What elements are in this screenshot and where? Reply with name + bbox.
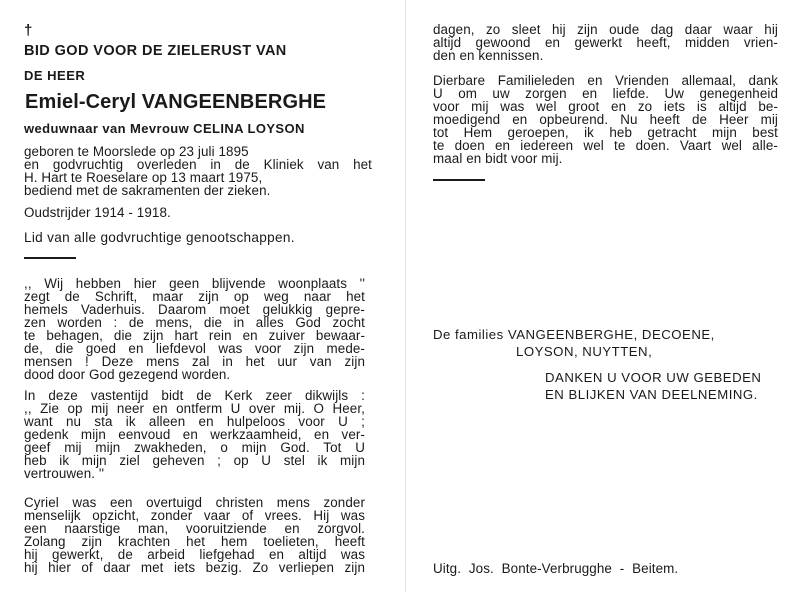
- prayer-paragraph: [24, 389, 365, 480]
- scripture-paragraph: [24, 277, 365, 381]
- text-line: geboren te Moorslede op 23 juli 1895: [24, 144, 249, 159]
- thanks-line-2: EN BLIJKEN VAN DEELNEMING.: [545, 387, 758, 402]
- text-line: In deze vastentijd bidt de Kerk zeer dikwijls :: [24, 388, 365, 403]
- text-line: vertrouwen. '': [24, 466, 105, 481]
- text-line: dood door God gezegend worden.: [24, 367, 231, 382]
- text-line: Cyriel was een overtuigd christen mens zonder: [24, 495, 365, 510]
- text-line: gedenk mijn eenvoud en werkzaamheid, en ver-: [24, 427, 365, 442]
- text-line: zegt de Schrift, maar zijn op weg naar het: [24, 289, 365, 304]
- text-line: dagen, zo sleet hij zijn oude dag daar waar hij: [433, 22, 778, 37]
- text-line: heb ik mijn ziel geheven ; op U stel ik mijn: [24, 453, 365, 468]
- text-line: ,, Zie op mij neer en ontferm U over mij. O Heer,: [24, 401, 365, 416]
- cross-icon: †: [24, 22, 33, 39]
- widower-line: weduwnaar van Mevrouw CELINA LOYSON: [24, 121, 305, 136]
- prayer-heading: BID GOD VOOR DE ZIELERUST VAN: [24, 43, 287, 59]
- text-line: H. Hart te Roeselare op 13 maart 1975,: [24, 170, 263, 185]
- separator-rule: [24, 257, 76, 259]
- thanks-line-1: DANKEN U VOOR UW GEBEDEN: [545, 370, 762, 385]
- birth-death-info: [24, 145, 372, 197]
- text-line: moedigend en opbeurend. Nu heeft de Heer mij: [433, 112, 778, 127]
- title-de-heer: DE HEER: [24, 68, 86, 83]
- publisher-credit: Uitg. Jos. Bonte-Verbrugghe - Beitem.: [433, 561, 679, 576]
- text-line: te behagen, die zijn hart rein en zuiver bewaar-: [24, 328, 365, 343]
- text-line: te doen en iedereen wel te doen. Vaart wel alle-: [433, 138, 778, 153]
- biography-continued: [433, 23, 778, 62]
- text-line: mensen ! Deze mens zal in het uur van zijn: [24, 354, 365, 369]
- text-line: Zolang zijn krachten het hem toelieten, heeft: [24, 534, 365, 549]
- text-line: een naarstige man, vooruitziende en zorgvol.: [24, 521, 365, 536]
- member-line: Lid van alle godvruchtige genootschappen.: [24, 230, 295, 245]
- text-line: hij gewerkt, de arbeid liefgehad en altijd was: [24, 547, 365, 562]
- text-line: en godvruchtig overleden in de Kliniek van het: [24, 157, 372, 172]
- veteran-line: Oudstrijder 1914 - 1918.: [24, 205, 171, 220]
- text-line: de, die goed en liefdevol was voor zijn mede-: [24, 341, 365, 356]
- text-line: hemels Vaderhuis. Daarom moet gelukkig gepre-: [24, 302, 365, 317]
- text-line: geef mij mijn zwakheden, o mijn God. Tot U: [24, 440, 365, 455]
- text-line: U om uw zorgen en liefde. Uw genegenheid: [433, 86, 778, 101]
- families-line-2: LOYSON, NUYTTEN,: [516, 344, 653, 359]
- text-line: den en kennissen.: [433, 48, 544, 63]
- text-line: altijd gewoond en gewerkt heeft, midden vrien-: [433, 35, 778, 50]
- text-line: hij hier of daar met iets bezig. Zo verliepen zijn: [24, 560, 365, 575]
- text-line: voor mij was wel groot en zo iets is altijd be-: [433, 99, 778, 114]
- farewell-paragraph: [433, 74, 778, 165]
- card-fold-line: [405, 0, 406, 592]
- text-line: tot Hem geroepen, ik heb getracht mijn best: [433, 125, 778, 140]
- deceased-name: Emiel-Ceryl VANGEENBERGHE: [25, 91, 327, 113]
- families-line-1: De families VANGEENBERGHE, DECOENE,: [433, 327, 715, 342]
- text-line: bediend met de sakramenten der zieken.: [24, 183, 271, 198]
- text-line: menselijk opzicht, zonder vaar of vrees. Hij was: [24, 508, 365, 523]
- text-line: maal en bidt voor mij.: [433, 151, 563, 166]
- text-line: ,, Wij hebben hier geen blijvende woonplaats '': [24, 276, 365, 291]
- text-line: Dierbare Familieleden en Vrienden allemaal, dank: [433, 73, 778, 88]
- text-line: zen worden : de mens, die in alles God zocht: [24, 315, 365, 330]
- text-line: want nu sta ik alleen en hulpeloos voor U ;: [24, 414, 365, 429]
- separator-rule: [433, 179, 485, 181]
- biography-paragraph: [24, 496, 365, 574]
